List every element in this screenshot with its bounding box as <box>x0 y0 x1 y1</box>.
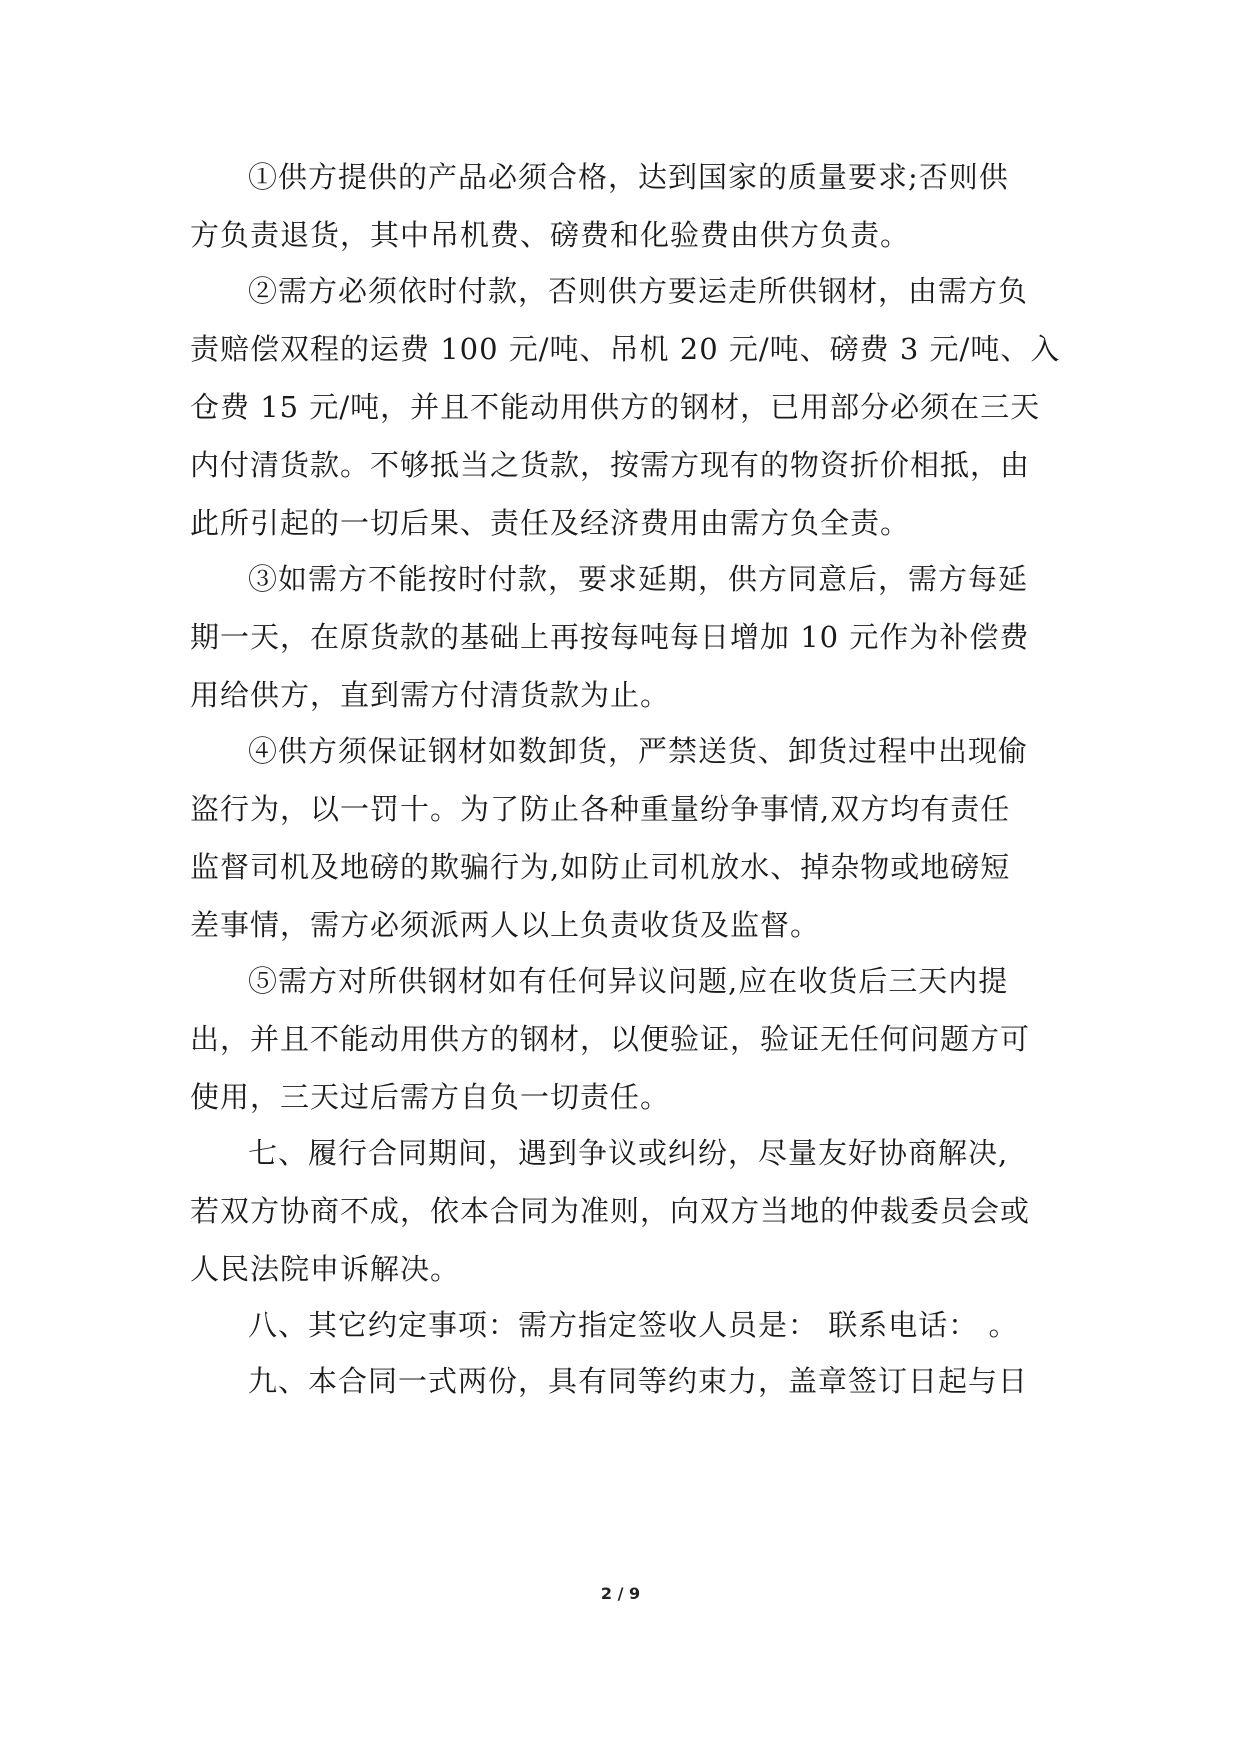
text-line: 期一天，在原货款的基础上再按每吨每日增加 10 元作为补偿费 <box>190 620 1030 654</box>
text-line: 此所引起的一切后果、责任及经济费用由需方负全责。 <box>190 506 911 540</box>
text-line: 七、履行合同期间，遇到争议或纠纷，尽量友好协商解决, <box>248 1136 1009 1170</box>
section-seven <box>190 1134 1060 1288</box>
text-line: 仓费 15 元/吨，并且不能动用供方的钢材，已用部分必须在三天 <box>190 390 1041 424</box>
clause-item-2 <box>190 272 1060 542</box>
text-line: ②需方必须依时付款，否则供方要运走所供钢材，由需方负 <box>248 274 1029 308</box>
text-line: 出，并且不能动用供方的钢材，以便验证，验证无任何问题方可 <box>190 1022 1031 1056</box>
text-line: 内付清货款。不够抵当之货款，按需方现有的物资折价相抵，由 <box>190 448 1031 482</box>
clause-item-4 <box>190 732 1060 944</box>
clause-item-3 <box>190 560 1060 714</box>
text-line: 用给供方，直到需方付清货款为止。 <box>190 678 671 712</box>
text-line: 监督司机及地磅的欺骗行为,如防止司机放水、掉杂物或地磅短 <box>190 850 1011 884</box>
text-line: 八、其它约定事项：需方指定签收人员是： 联系电话： 。 <box>248 1308 1019 1342</box>
clause-item-1 <box>190 158 1060 254</box>
text-line: ①供方提供的产品必须合格，达到国家的质量要求;否则供 <box>248 160 1009 194</box>
text-line: ③如需方不能按时付款，要求延期，供方同意后，需方每延 <box>248 562 1029 596</box>
text-line: 人民法院申诉解决。 <box>190 1252 461 1286</box>
text-line: 若双方协商不成，依本合同为准则，向双方当地的仲裁委员会或 <box>190 1194 1031 1228</box>
text-line: 方负责退货，其中吊机费、磅费和化验费由供方负责。 <box>190 218 911 252</box>
clause-item-5 <box>190 962 1060 1116</box>
text-line: ⑤需方对所供钢材如有任何异议问题,应在收货后三天内提 <box>248 964 1009 998</box>
text-line: ④供方须保证钢材如数卸货，严禁送货、卸货过程中出现偷 <box>248 734 1029 768</box>
text-line: 差事情，需方必须派两人以上负责收货及监督。 <box>190 908 821 942</box>
text-line: 责赔偿双程的运费 100 元/吨、吊机 20 元/吨、磅费 3 元/吨、入 <box>190 332 1061 366</box>
section-nine <box>190 1362 1060 1400</box>
page-number: 2 / 9 <box>600 1584 641 1603</box>
document-body <box>190 158 1060 1418</box>
section-eight <box>190 1306 1060 1344</box>
text-line: 九、本合同一式两份，具有同等约束力，盖章签订日起与日 <box>248 1364 1029 1398</box>
text-line: 盗行为，以一罚十。为了防止各种重量纷争事情,双方均有责任 <box>190 792 1011 826</box>
text-line: 使用，三天过后需方自负一切责任。 <box>190 1080 671 1114</box>
